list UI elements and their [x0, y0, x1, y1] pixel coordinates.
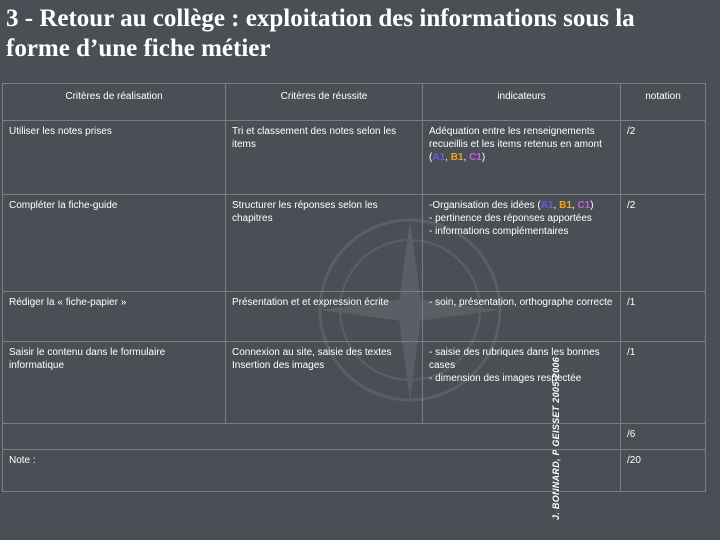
total-row: [3, 450, 706, 492]
reussite-cell: Tri et classement des notes selon les items: [226, 121, 423, 195]
indicator-cell: [423, 195, 621, 292]
separator: ,: [445, 152, 451, 163]
indicator-cell: [423, 121, 621, 195]
header-criteria-realisation: Critères de réalisation: [3, 84, 226, 121]
notation-cell: /2: [621, 121, 706, 195]
realisation-cell: Saisir le contenu dans le formulaire informatique: [3, 342, 226, 424]
table-row: [3, 292, 706, 342]
notation-cell: /2: [621, 195, 706, 292]
note-label: Note :: [3, 450, 621, 492]
skill-code-b: B1: [559, 200, 572, 211]
notation-cell: /1: [621, 292, 706, 342]
reussite-cell: Structurer les réponses selon les chapitres: [226, 195, 423, 292]
skill-code-b: B1: [450, 152, 464, 163]
reussite-cell: Présentation et et expression écrite: [226, 292, 423, 342]
realisation-cell: Compléter la fiche-guide: [3, 195, 226, 292]
skill-code-a: A1: [540, 200, 554, 211]
realisation-cell: Rédiger la « fiche-papier »: [3, 292, 226, 342]
separator: ,: [571, 200, 578, 211]
notation-cell: /1: [621, 342, 706, 424]
evaluation-grid: [2, 83, 706, 492]
indicator-text: Adéquation entre les renseignements recueillis et les items retenus en amont (: [429, 126, 602, 163]
skill-code-a: A1: [432, 152, 446, 163]
table-row: [3, 121, 706, 195]
indicator-cell: - saisie des rubriques dans les bonnes cases - dimension des images respectée: [423, 342, 621, 424]
separator: ,: [463, 152, 470, 163]
skill-code-c: C1: [469, 152, 482, 163]
table-row: [3, 195, 706, 292]
header-criteria-reussite: Critères de réussite: [226, 84, 423, 121]
indicator-cell: - soin, présentation, orthographe correcte: [423, 292, 621, 342]
separator: ,: [553, 200, 560, 211]
table-row: [3, 342, 706, 424]
indicator-text: ): [481, 152, 486, 163]
total-value: /20: [621, 450, 706, 492]
page-title: 3 - Retour au collège : exploitation des informations sous la forme d’une fiche métier: [6, 5, 635, 62]
author-credit: J. BONNARD, P GEISSET 2005-2006: [550, 356, 561, 520]
header-indicators: indicateurs: [423, 84, 621, 121]
header-notation: notation: [621, 84, 706, 121]
subtotal-spacer: [3, 424, 621, 450]
subtotal-value: /6: [621, 424, 706, 450]
header-row: [3, 84, 706, 121]
reussite-cell: Connexion au site, saisie des textes Insertion des images: [226, 342, 423, 424]
indicator-text: -Organisation des idées (: [429, 200, 541, 211]
indicator-text: ) - pertinence des réponses apportées - informations complémentaires: [429, 200, 594, 237]
skill-code-c: C1: [577, 200, 591, 211]
subtotal-row: [3, 424, 706, 450]
realisation-cell: Utiliser les notes prises: [3, 121, 226, 195]
